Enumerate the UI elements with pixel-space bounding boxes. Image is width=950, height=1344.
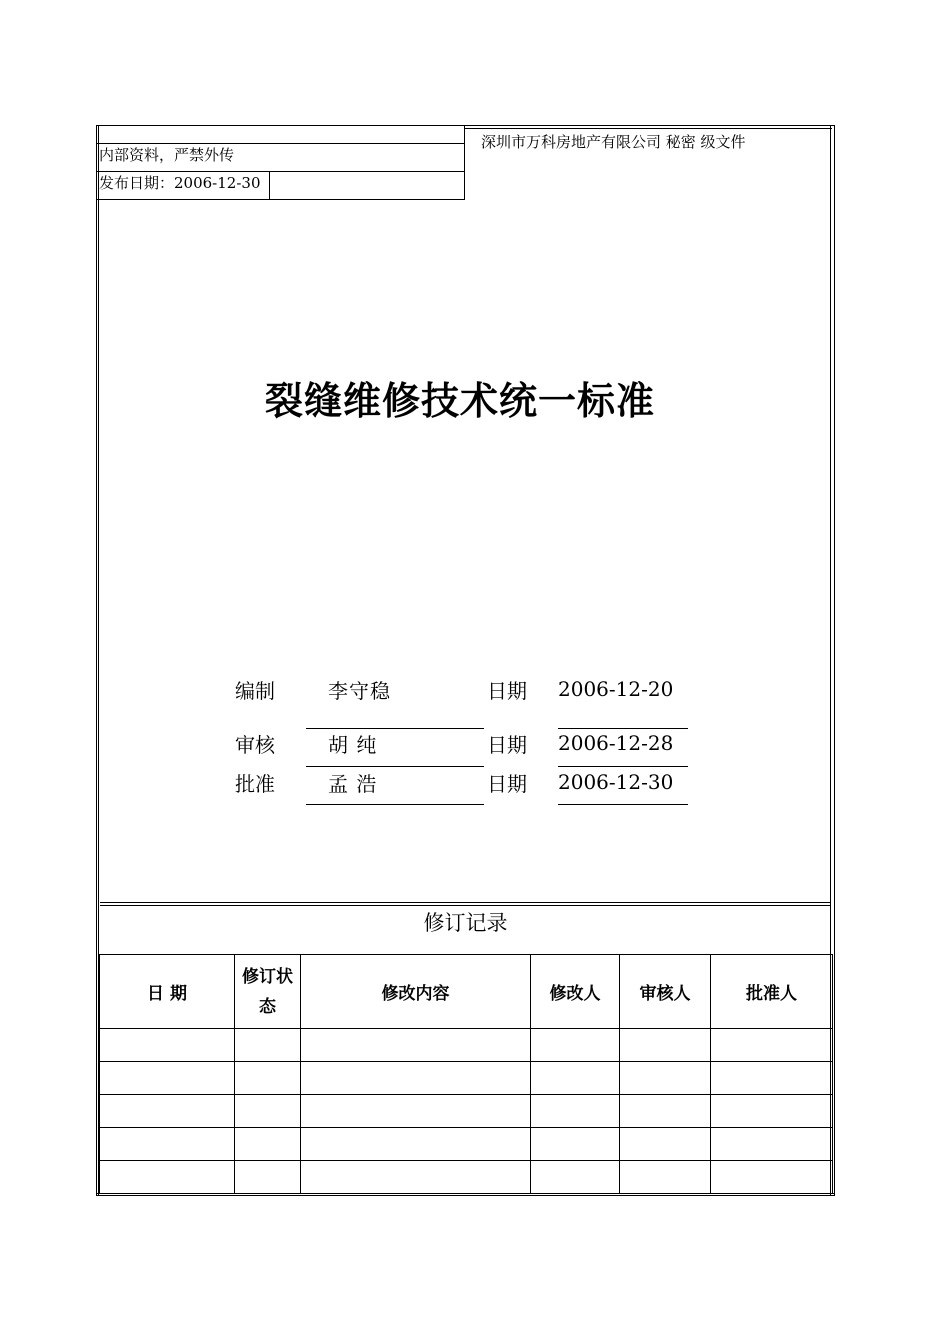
- column-header-date: 日 期: [100, 955, 235, 1029]
- table-cell: [531, 1128, 620, 1161]
- column-header-approver: 批准人: [711, 955, 833, 1029]
- table-cell: [301, 1095, 531, 1128]
- table-cell: [620, 1029, 711, 1062]
- signature-date-approved: 2006-12-30: [558, 770, 674, 794]
- signature-label-reviewed: 审核: [235, 733, 275, 757]
- table-cell: [531, 1062, 620, 1095]
- date-underline: [558, 766, 688, 767]
- table-row: [100, 1029, 833, 1062]
- table-cell: [235, 1095, 301, 1128]
- column-header-revision-status: 修订状态: [235, 955, 301, 1029]
- table-cell: [531, 1095, 620, 1128]
- table-cell: [620, 1128, 711, 1161]
- table-cell: [620, 1095, 711, 1128]
- table-row: [100, 1161, 833, 1194]
- table-cell: [531, 1161, 620, 1194]
- signature-date-compiled: 2006-12-20: [558, 677, 674, 701]
- table-cell: [711, 1128, 833, 1161]
- signature-underline: [306, 766, 484, 767]
- table-cell: [100, 1029, 235, 1062]
- table-cell: [100, 1161, 235, 1194]
- signature-date-label: 日期: [487, 733, 527, 757]
- signature-name-reviewed: 胡 纯: [328, 733, 378, 757]
- table-cell: [301, 1062, 531, 1095]
- table-cell: [235, 1128, 301, 1161]
- table-cell: [235, 1161, 301, 1194]
- table-cell: [301, 1161, 531, 1194]
- revision-table: [99, 954, 833, 1194]
- document-title: 裂缝维修技术统一标准: [264, 379, 655, 423]
- table-cell: [301, 1029, 531, 1062]
- table-cell: [711, 1161, 833, 1194]
- table-cell: [100, 1095, 235, 1128]
- signature-date-label: 日期: [487, 772, 527, 796]
- company-classification: 深圳市万科房地产有限公司 秘密 级文件: [481, 133, 746, 151]
- header-cell-divider: [269, 171, 270, 200]
- issue-date: 发布日期：2006-12-30: [99, 174, 261, 192]
- column-header-reviewer: 审核人: [620, 955, 711, 1029]
- table-cell: [235, 1029, 301, 1062]
- date-underline: [558, 728, 688, 729]
- table-header-row: [100, 955, 833, 1029]
- signature-name-compiled: 李守稳: [328, 679, 391, 703]
- table-row: [100, 1128, 833, 1161]
- table-row: [100, 1095, 833, 1128]
- revision-record-title: 修订记录: [423, 911, 508, 935]
- table-cell: [620, 1062, 711, 1095]
- signature-name-approved: 孟 浩: [328, 772, 378, 796]
- table-cell: [711, 1029, 833, 1062]
- signature-underline: [306, 804, 484, 805]
- table-cell: [301, 1128, 531, 1161]
- table-cell: [711, 1062, 833, 1095]
- table-cell: [620, 1161, 711, 1194]
- signature-label-approved: 批准: [235, 772, 275, 796]
- table-cell: [711, 1095, 833, 1128]
- table-cell: [100, 1128, 235, 1161]
- table-cell: [235, 1062, 301, 1095]
- signature-label-compiled: 编制: [235, 679, 275, 703]
- column-header-modifier: 修改人: [531, 955, 620, 1029]
- signature-date-label: 日期: [487, 679, 527, 703]
- table-row: [100, 1062, 833, 1095]
- column-header-change-content: 修改内容: [301, 955, 531, 1029]
- date-underline: [558, 804, 688, 805]
- signature-date-reviewed: 2006-12-28: [558, 731, 674, 755]
- document-frame-top-inner: [465, 128, 832, 129]
- table-cell: [531, 1029, 620, 1062]
- internal-notice: 内部资料，严禁外传: [99, 146, 235, 164]
- table-cell: [100, 1062, 235, 1095]
